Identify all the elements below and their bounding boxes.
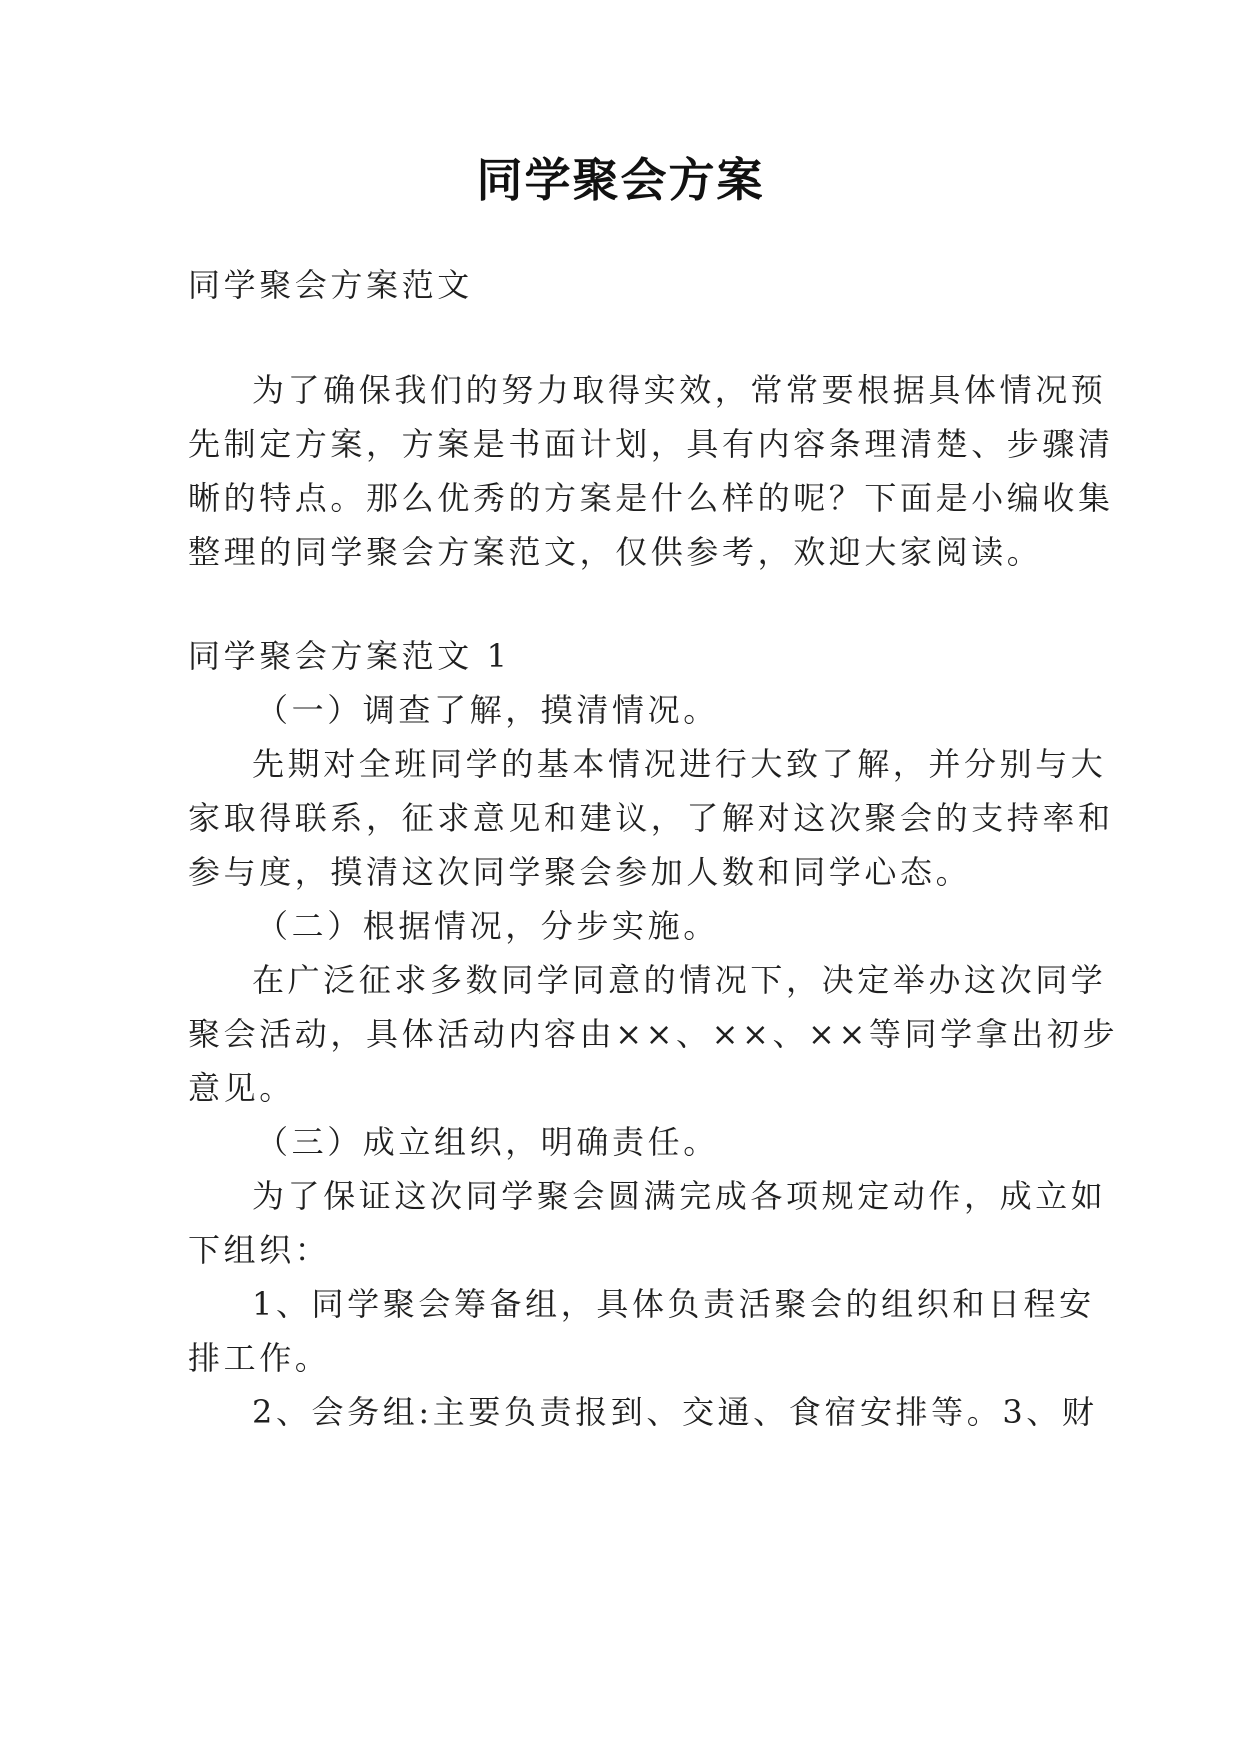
body-line-2: 先期对全班同学的基本情况进行大致了解，并分别与大 xyxy=(252,745,1107,783)
body-line-11: 下组织： xyxy=(188,1231,331,1269)
intro-line-1: 为了确保我们的努力取得实效，常常要根据具体情况预 xyxy=(252,371,1107,409)
body-line-4: 参与度，摸清这次同学聚会参加人数和同学心态。 xyxy=(188,853,972,891)
intro-line-2: 先制定方案，方案是书面计划，具有内容条理清楚、步骤清 xyxy=(188,425,1114,463)
body-line-1: （一）调查了解，摸清情况。 xyxy=(256,691,719,729)
body-line-7: 聚会活动，具体活动内容由××、××、××等同学拿出初步 xyxy=(188,1015,1119,1053)
body-line-14: 2、会务组:主要负责报到、交通、食宿安排等。3、财 xyxy=(252,1393,1098,1431)
section-heading: 同学聚会方案范文 1 xyxy=(188,637,511,675)
body-line-9: （三）成立组织，明确责任。 xyxy=(256,1123,719,1161)
body-line-3: 家取得联系，征求意见和建议，了解对这次聚会的支持率和 xyxy=(188,799,1114,837)
body-line-12: 1、同学聚会筹备组，具体负责活聚会的组织和日程安 xyxy=(252,1285,1095,1323)
body-line-10: 为了保证这次同学聚会圆满完成各项规定动作，成立如 xyxy=(252,1177,1107,1215)
body-line-8: 意见。 xyxy=(188,1069,295,1107)
document-title: 同学聚会方案 xyxy=(476,153,765,207)
intro-line-3: 晰的特点。那么优秀的方案是什么样的呢？下面是小编收集 xyxy=(188,479,1114,517)
document-subtitle: 同学聚会方案范文 xyxy=(188,266,473,304)
body-line-13: 排工作。 xyxy=(188,1339,331,1377)
intro-line-4: 整理的同学聚会方案范文，仅供参考，欢迎大家阅读。 xyxy=(188,533,1043,571)
body-line-5: （二）根据情况，分步实施。 xyxy=(256,907,719,945)
body-line-6: 在广泛征求多数同学同意的情况下，决定举办这次同学 xyxy=(252,961,1107,999)
